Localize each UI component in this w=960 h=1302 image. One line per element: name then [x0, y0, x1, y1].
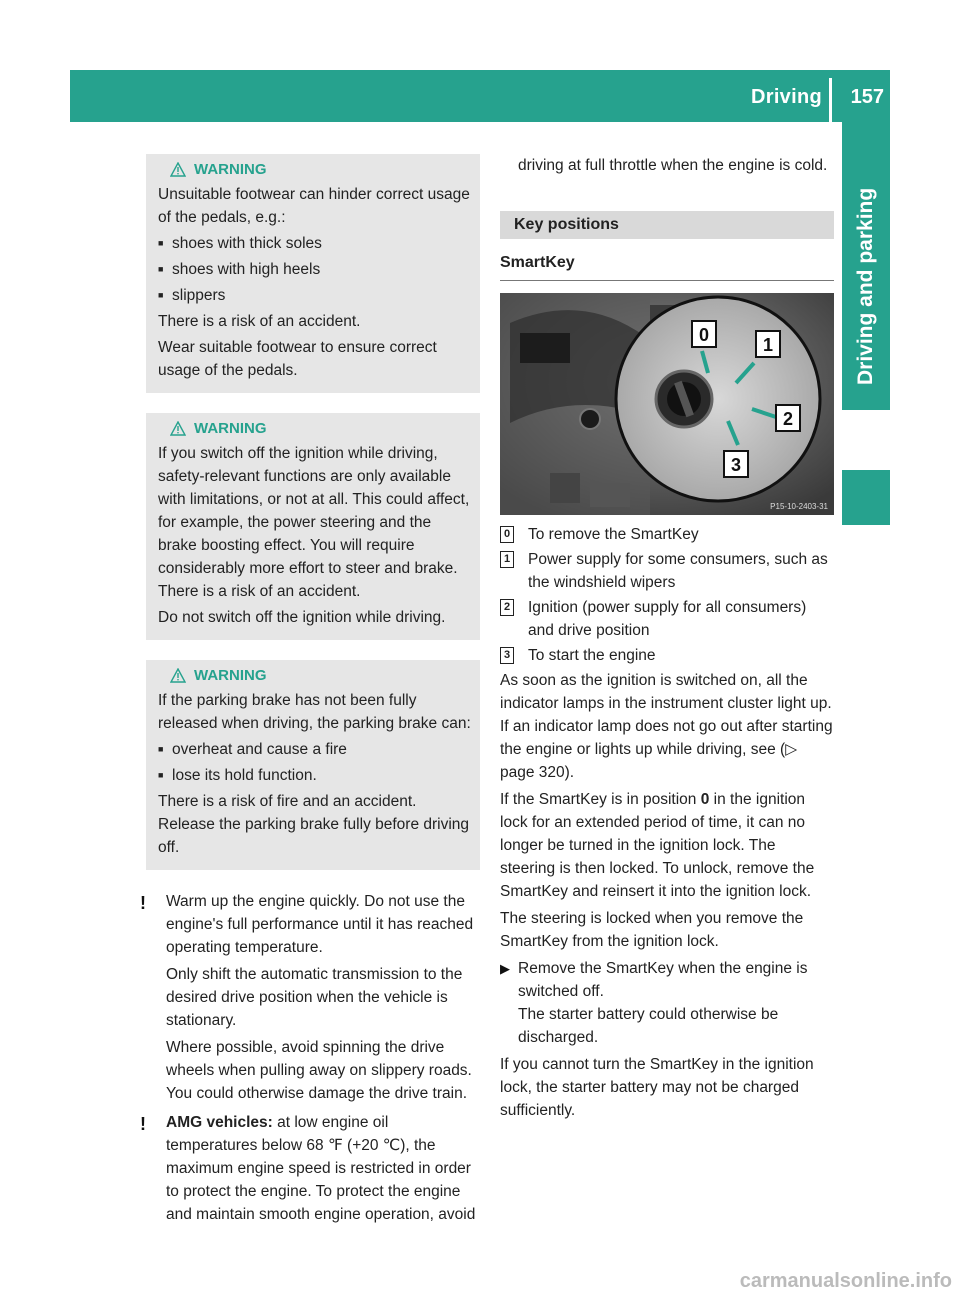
side-tab-marker: [842, 470, 890, 525]
warning-triangle-icon: [170, 421, 186, 436]
position-item: [500, 596, 834, 642]
note-amg: [140, 1111, 480, 1226]
photo-label-3: 3: [730, 455, 742, 475]
position-zero-bold: 0: [700, 791, 710, 808]
list-item-text: slippers: [172, 287, 226, 304]
warning-box-parking-brake: [146, 660, 480, 870]
note-body: at low engine oil temperatures below 68 ℉ (+20 ℃), the maximum engine speed is restricted in order to protect the engine. To protect the engine and maintain smooth engine operation, avoid: [166, 1114, 476, 1223]
watermark-url: carmanualsonline.info: [739, 1270, 952, 1292]
header-bar: [70, 70, 890, 122]
section-title: Key positions: [500, 211, 834, 239]
warning-text: There is a risk of an accident.: [158, 313, 361, 330]
warning-heading: [170, 158, 472, 181]
warning-triangle-icon: [170, 668, 186, 683]
list-item: [158, 764, 472, 787]
right-column: [500, 154, 834, 1126]
exclamation-icon: !: [140, 893, 146, 913]
list-item-text: shoes with thick soles: [172, 235, 322, 252]
note-text: [166, 1111, 480, 1226]
warning-intro: Unsuitable footwear can hinder correct usage of the pedals, e.g.:: [158, 186, 470, 226]
position-text: Ignition (power supply for all consumers) and drive position: [528, 599, 807, 639]
warning-heading: [170, 417, 472, 440]
ignition-photo: [500, 293, 834, 515]
exclamation-icon: !: [140, 1114, 146, 1134]
left-column: [140, 154, 480, 1230]
bullet-icon: ■: [158, 770, 164, 780]
action-text: Remove the SmartKey when the engine is switched off.: [518, 960, 808, 1000]
position-text: To start the engine: [528, 647, 656, 664]
position-number: 1: [500, 551, 514, 568]
position-number: 3: [500, 647, 514, 664]
bullet-icon: ■: [158, 264, 164, 274]
position-item: [500, 644, 834, 667]
note-text: Only shift the automatic transmission to the desired drive position when the vehicle is stationary.: [166, 966, 463, 1029]
warning-heading-text: WARNING: [194, 161, 267, 178]
position-item: [500, 523, 834, 546]
list-item: [158, 738, 472, 761]
paragraph-text: If the SmartKey is in position: [500, 791, 701, 808]
warning-intro: If the parking brake has not been fully released when driving, the parking brake can:: [158, 692, 471, 732]
continued-text: driving at full throttle when the engine is cold.: [518, 157, 828, 174]
header-divider: [829, 78, 832, 122]
bullet-icon: ■: [158, 238, 164, 248]
list-item: [158, 284, 472, 307]
page-number: 157: [850, 86, 884, 108]
warning-text: There is a risk of fire and an accident. Release the parking brake fully before driving off.: [158, 793, 470, 856]
position-item: [500, 548, 834, 594]
note-text: Warm up the engine quickly. Do not use the engine's full performance until it has reached operating temperature.: [166, 893, 474, 956]
list-item-text: shoes with high heels: [172, 261, 321, 278]
photo-label-0: 0: [698, 325, 710, 345]
position-text: Power supply for some consumers, such as the windshield wipers: [528, 551, 828, 591]
position-text: To remove the SmartKey: [528, 526, 699, 543]
photo-label-1: 1: [762, 335, 774, 355]
note-text: Where possible, avoid spinning the drive wheels when pulling away on slippery roads. You could otherwise damage the drive train.: [166, 1039, 472, 1102]
warning-text: Wear suitable footwear to ensure correct usage of the pedals.: [158, 339, 437, 379]
note-bold-lead: AMG vehicles:: [166, 1114, 273, 1131]
list-item-text: overheat and cause a fire: [172, 741, 347, 758]
warning-heading-text: WARNING: [194, 420, 267, 437]
warning-triangle-icon: [170, 162, 186, 177]
warning-heading: [170, 664, 472, 687]
bullet-icon: ■: [158, 290, 164, 300]
paragraph-text: in the ignition lock for an extended period of time, it can no longer be turned in the ignition lock. The steering is then locked. To unlock, remove the SmartKey and reinsert it into the ignition lock.: [500, 791, 815, 900]
list-item-text: lose its hold function.: [172, 767, 317, 784]
paragraph-position-zero: [500, 788, 834, 903]
position-number: 2: [500, 599, 514, 616]
warning-intro: If you switch off the ignition while driving, safety-relevant functions are only available with limitations, or not at all. This could affect, for example, the power steering and the brake boosting effect. You will require considerably more effort to steer and brake. There is a risk of an accident.: [158, 445, 470, 600]
photo-code: P15-10-2403-31: [770, 502, 828, 511]
warning-text: Do not switch off the ignition while driving.: [158, 609, 446, 626]
action-step: [500, 957, 834, 1049]
bullet-icon: ■: [158, 744, 164, 754]
header-title: Driving: [751, 86, 822, 108]
action-arrow-icon: ▶: [500, 961, 510, 976]
warning-box-footwear: [146, 154, 480, 393]
list-item: [158, 232, 472, 255]
list-item: [158, 258, 472, 281]
paragraph-battery: If you cannot turn the SmartKey in the ignition lock, the starter battery may not be charged sufficiently.: [500, 1056, 814, 1119]
sub-title: SmartKey: [500, 251, 834, 281]
warning-heading-text: WARNING: [194, 667, 267, 684]
position-number: 0: [500, 526, 514, 543]
photo-label-2: 2: [782, 409, 794, 429]
note-warm-up: [140, 890, 480, 1105]
paragraph-indicator-lamps: As soon as the ignition is switched on, all the indicator lamps in the instrument cluster light up. If an indicator lamp does not go out after starting the engine or lights up while driving, see (▷ page 320).: [500, 672, 833, 781]
action-note: The starter battery could otherwise be discharged.: [518, 1006, 779, 1046]
side-tab-label: Driving and parking: [854, 187, 877, 385]
warning-box-ignition: [146, 413, 480, 640]
paragraph-steering-locked: The steering is locked when you remove the SmartKey from the ignition lock.: [500, 910, 804, 950]
